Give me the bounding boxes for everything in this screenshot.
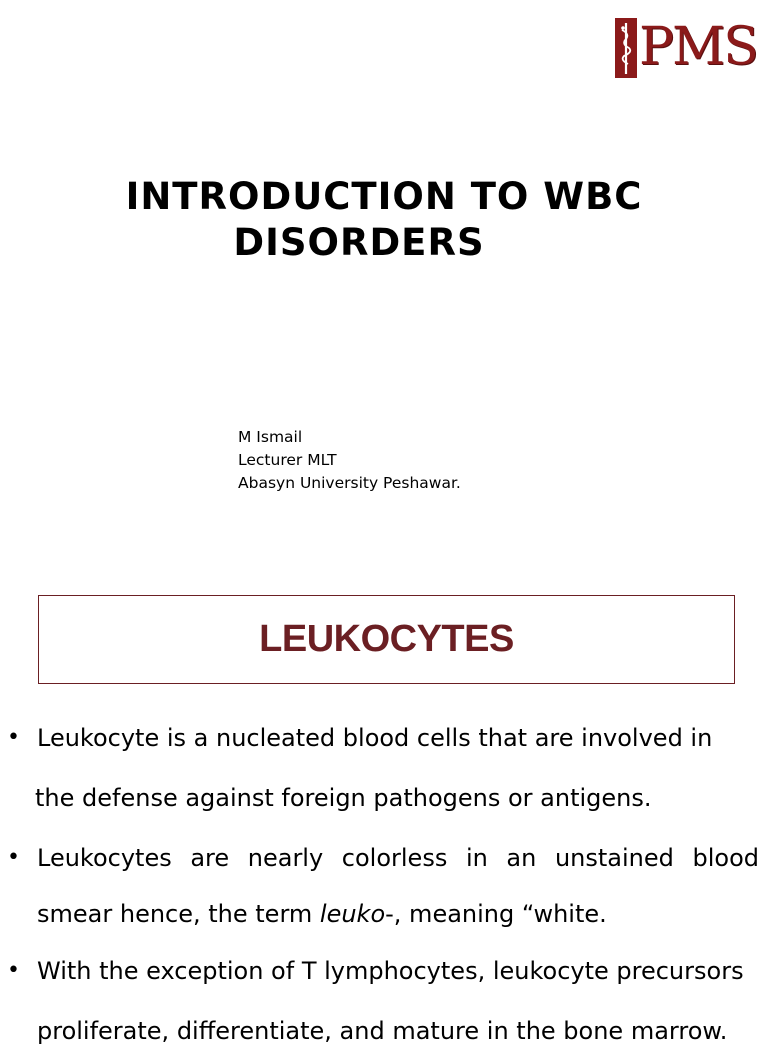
- bullet-dot-icon: •: [7, 845, 20, 870]
- bullet-text-line: With the exception of T lymphocytes, leukocyte precursors: [37, 957, 744, 985]
- bullet-text-line: Leukocyte is a nucleated blood cells that are involved in: [37, 724, 713, 752]
- bullet-item: [0, 941, 768, 1061]
- bullet-text-segment: smear hence, the term: [37, 900, 320, 928]
- author-block: [238, 426, 461, 495]
- bullet-dot-icon: •: [7, 958, 20, 983]
- bullet-text-segment: -, meaning “white.: [385, 900, 607, 928]
- bullet-dot-icon: •: [7, 725, 20, 750]
- heading-box: [38, 595, 735, 684]
- slide-heading: LEUKOCYTES: [259, 618, 514, 660]
- bullet-item: [0, 708, 768, 828]
- bullet-item: [0, 828, 768, 941]
- title-line-2: DISORDERS: [233, 221, 485, 264]
- logo-text: PMS: [639, 17, 757, 77]
- presentation-title: [0, 174, 768, 266]
- bullet-list: [0, 708, 768, 1061]
- staff-of-asclepius-icon: [615, 18, 637, 78]
- bullet-text-line: proliferate, differentiate, and mature in the bone marrow.: [37, 1017, 728, 1045]
- author-institution: Abasyn University Peshawar.: [238, 474, 461, 492]
- pms-logo: [613, 16, 757, 80]
- bullet-text-line: Leukocytes are nearly colorless in an unstained blood: [37, 844, 759, 872]
- content-slide: [0, 576, 768, 1045]
- bullet-text-italic: leuko: [319, 900, 386, 928]
- title-line-1: INTRODUCTION TO WBC: [125, 175, 643, 218]
- bullet-text-line: [0, 888, 768, 941]
- author-name: M Ismail: [238, 428, 303, 446]
- author-position: Lecturer MLT: [238, 451, 337, 469]
- bullet-text-line: the defense against foreign pathogens or antigens.: [35, 784, 652, 812]
